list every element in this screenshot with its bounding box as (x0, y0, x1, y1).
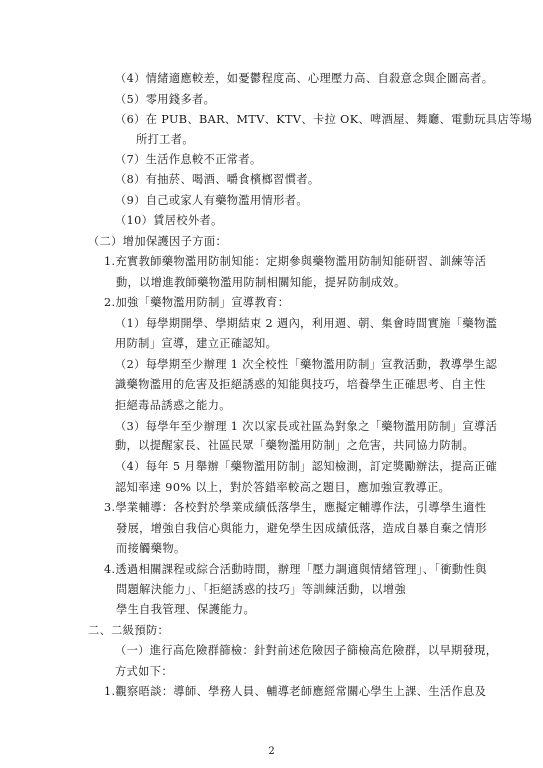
page-number: 2 (268, 746, 275, 757)
text-line: 3.學業輔導：各校對於學業成績低落學生，應擬定輔導作法，引導學生適性 (104, 501, 487, 514)
text-line: （一）進行高危險群篩檢：針對前述危險因子篩檢高危險群，以早期發現， (115, 644, 498, 657)
section-heading: （二）增加保護因子方面： (88, 235, 228, 248)
text-line: 識藥物濫用的危害及拒絕誘惑的知能與技巧，培養學生正確思考、自主性 (115, 378, 486, 391)
text-line: 1.觀察晤談：導師、學務人員、輔導老師應經常關心學生上課、生活作息及 (104, 685, 487, 698)
text-line: （6）在 PUB、BAR、MTV、KTV、卡拉 OK、啤酒屋、舞廳、電動玩具店等場 (115, 113, 533, 126)
text-line: （8）有抽菸、喝酒、嚼食檳榔習慣者。 (115, 173, 320, 186)
text-line: 動，以提醒家長、社區民眾「藥物濫用防制」之危害，共同協力防制。 (115, 439, 475, 452)
text-line: （10）賃居校外者。 (115, 214, 223, 227)
text-line: 拒絕毒品誘惑之能力。 (115, 399, 231, 412)
text-line: 2.加強「藥物濫用防制」宣導教育： (104, 296, 290, 309)
text-line: 問題解決能力」、「拒絕誘惑的技巧」等訓練活動，以增強 (116, 583, 407, 596)
text-line: （4）情緒適應較差，如憂鬱程度高、心理壓力高、自殺意念與企圖高者。 (115, 72, 494, 85)
text-line: （5）零用錢多者。 (115, 93, 216, 106)
text-line: 認知率達 90% 以上，對於答錯率較高之題目，應加強宣教導正。 (115, 481, 451, 494)
text-line: （2）每學期至少辦理 1 次全校性「藥物濫用防制」宣教活動，教導學生認 (115, 358, 498, 371)
text-line: 發展，增強自我信心與能力，避免學生因成績低落，造成自暴自棄之情形 (116, 522, 487, 535)
text-line: 動，以增進教師藥物濫用防制相關知能，提昇防制成效。 (116, 276, 406, 289)
text-line: 而接觸藥物。 (116, 542, 186, 555)
text-line: （1）每學期開學、學期結束 2 週內，利用週、朝、集會時間實施「藥物濫 (115, 317, 498, 330)
text-line: 1.充實教師藥物濫用防制知能：定期參與藥物濫用防制知能研習、訓練等活 (104, 255, 487, 268)
text-line: 學生自我管理、保護能力。 (116, 603, 256, 616)
text-line: 用防制」宣導，建立正確認知。 (115, 337, 278, 350)
text-line: 方式如下： (115, 665, 173, 678)
text-line: （9）自己或家人有藥物濫用情形者。 (115, 194, 308, 207)
text-line: 所打工者。 (136, 133, 194, 146)
text-line: （7）生活作息較不正常者。 (115, 153, 262, 166)
text-line: 4.透過相關課程或綜合活動時間，辦理「壓力調適與情緒管理」、「衝動性與 (104, 563, 487, 576)
text-line: （4）每年 5 月舉辦「藥物濫用防制」認知檢測，訂定獎勵辦法，提高正確 (115, 460, 498, 473)
section-heading: 二、二級預防： (88, 624, 170, 637)
text-line: （3）每學年至少辦理 1 次以家長或社區為對象之「藥物濫用防制」宣導活 (115, 420, 498, 433)
